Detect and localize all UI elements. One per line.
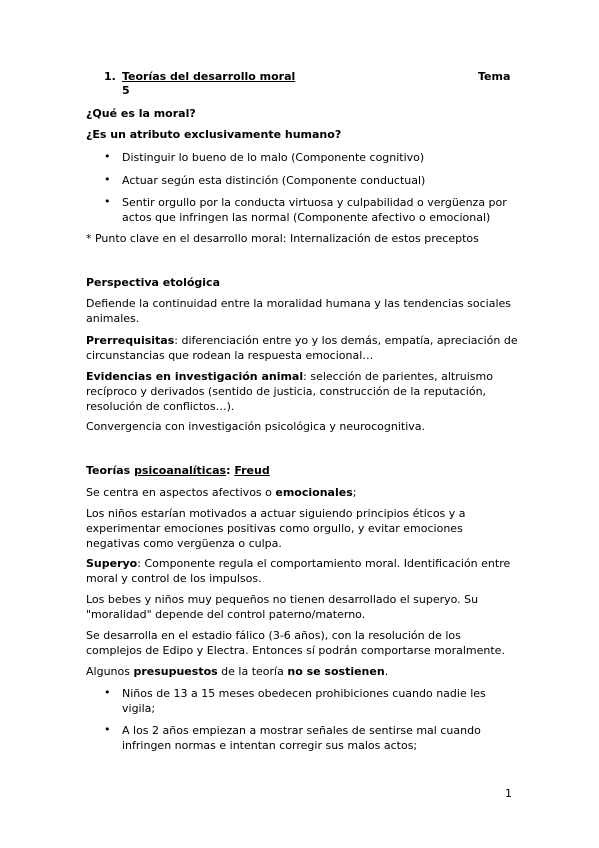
paragraph: Convergencia con investigación psicológica y neurocognitiva. bbox=[86, 420, 426, 433]
key-point-note: * Punto clave en el desarrollo moral: Internalización de estos preceptos bbox=[86, 232, 479, 245]
bullet-marker: • bbox=[104, 723, 111, 736]
bullet-marker: • bbox=[104, 150, 111, 163]
paragraph bbox=[86, 664, 518, 679]
paragraph: Defiende la continuidad entre la moralidad humana y las tendencias sociales animales. bbox=[86, 297, 512, 325]
list-item: Actuar según esta distinción (Componente conductual) bbox=[122, 174, 426, 187]
paragraph-text: Se centra en aspectos afectivos o bbox=[86, 486, 276, 499]
tema-number: 5 bbox=[122, 84, 130, 97]
paragraph-text: : Componente regula el comportamiento moral. Identificación entre moral y control de los impulsos. bbox=[86, 557, 511, 585]
bullet-marker: • bbox=[104, 195, 111, 208]
bullet-marker: • bbox=[104, 173, 111, 186]
bold-term: Evidencias en investigación animal bbox=[86, 370, 304, 383]
paragraph bbox=[86, 556, 518, 586]
section-heading-psicoanaliticas bbox=[86, 463, 518, 478]
paragraph-text: Algunos bbox=[86, 665, 134, 678]
heading-number: 1. bbox=[104, 70, 116, 83]
paragraph bbox=[86, 369, 518, 414]
bold-term: no se sostienen bbox=[287, 665, 385, 678]
bold-term: Prerrequisitas bbox=[86, 334, 175, 347]
heading-part: Freud bbox=[234, 464, 270, 477]
paragraph-text: de la teoría bbox=[217, 665, 288, 678]
bold-term: Superyo bbox=[86, 557, 138, 570]
heading-part: psicoanalíticas bbox=[134, 464, 227, 477]
question-1: ¿Qué es la moral? bbox=[86, 107, 196, 120]
tema-label: Tema bbox=[478, 70, 511, 83]
paragraph bbox=[86, 333, 518, 363]
document-title: Teorías del desarrollo moral bbox=[122, 70, 296, 83]
list-item: Distinguir lo bueno de lo malo (Componente cognitivo) bbox=[122, 151, 425, 164]
paragraph: Los niños estarían motivados a actuar siguiendo principios éticos y a experimentar emociones positivas como orgullo, y evitar emociones negativas como vergüenza o culpa. bbox=[86, 507, 466, 550]
heading-part: Teorías bbox=[86, 464, 135, 477]
paragraph-text: . bbox=[384, 665, 389, 678]
paragraph: Los bebes y niños muy pequeños no tienen desarrollado el superyo. Su "moralidad" depende del control paterno/materno. bbox=[86, 593, 479, 621]
list-item: Niños de 13 a 15 meses obedecen prohibiciones cuando nadie les vigila; bbox=[122, 687, 486, 715]
list-item: Sentir orgullo por la conducta virtuosa y culpabilidad o vergüenza por actos que infringen las normal (Componente afectivo o emocional) bbox=[122, 196, 507, 224]
paragraph: Se desarrolla en el estadio fálico (3-6 años), con la resolución de los complejos de Edipo y Electra. Entonces sí podrán comportarse moralmente. bbox=[86, 629, 505, 657]
question-2: ¿Es un atributo exclusivamente humano? bbox=[86, 128, 342, 141]
paragraph-text: : diferenciación entre yo y los demás, empatía, apreciación de circunstancias que rodean la respuesta emocional… bbox=[86, 334, 518, 362]
bold-term: emocionales bbox=[275, 486, 353, 499]
paragraph-text: : selección de parientes, altruismo recíproco y derivados (sentido de justicia, construcción de la reputación, resolución de conflictos…). bbox=[86, 370, 493, 413]
list-item: A los 2 años empiezan a mostrar señales de sentirse mal cuando infringen normas e intentan corregir sus malos actos; bbox=[122, 724, 481, 752]
paragraph-text: ; bbox=[352, 486, 357, 499]
section-heading-etologica: Perspectiva etológica bbox=[86, 276, 220, 289]
page-number: 1 bbox=[505, 787, 512, 800]
bold-term: presupuestos bbox=[133, 665, 218, 678]
bullet-marker: • bbox=[104, 686, 111, 699]
paragraph bbox=[86, 485, 518, 500]
heading-part: : bbox=[226, 464, 235, 477]
